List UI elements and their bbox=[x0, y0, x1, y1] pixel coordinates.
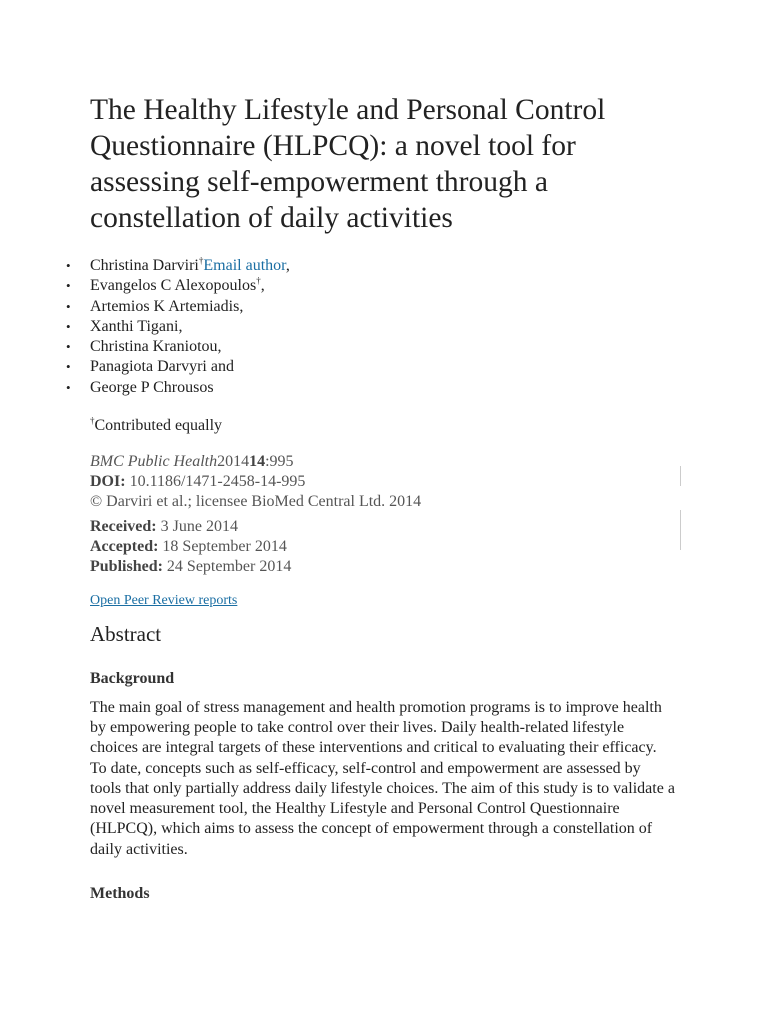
bullet-icon: • bbox=[66, 339, 71, 355]
doi-value[interactable]: 10.1186/1471-2458-14-995 bbox=[129, 473, 306, 491]
accepted-date: 18 September 2014 bbox=[162, 538, 287, 556]
received-label: Received: bbox=[90, 518, 157, 536]
contribution-text: Contributed equally bbox=[94, 417, 223, 435]
email-author-link[interactable]: Email author bbox=[203, 257, 286, 274]
accepted-line bbox=[90, 537, 690, 557]
author-item: • Christina Darviri†Email author, bbox=[90, 256, 690, 276]
bullet-icon: • bbox=[66, 318, 71, 334]
contrib-mark: † bbox=[90, 415, 95, 426]
bullet-icon: • bbox=[66, 298, 71, 314]
author-item bbox=[66, 297, 690, 317]
author-item bbox=[66, 357, 690, 377]
author-name: Xanthi Tigani, bbox=[90, 317, 183, 335]
year: 2014 bbox=[217, 453, 250, 471]
bullet-icon: • bbox=[66, 359, 71, 375]
author-name: Christina Darviri bbox=[90, 257, 199, 274]
contrib-mark: † bbox=[256, 275, 261, 286]
doi-line bbox=[90, 472, 690, 492]
published-label: Published: bbox=[90, 558, 163, 576]
article-page bbox=[66, 92, 690, 904]
doi-label: DOI: bbox=[90, 473, 126, 491]
right-divider bbox=[680, 510, 681, 550]
author-name: Panagiota Darvyri and bbox=[90, 358, 234, 376]
dates-block bbox=[90, 517, 690, 577]
author-item: • Evangelos C Alexopoulos†, bbox=[90, 276, 690, 296]
author-item bbox=[66, 337, 690, 357]
open-peer-review-link[interactable]: Open Peer Review reports bbox=[90, 593, 238, 609]
contribution-note bbox=[90, 416, 690, 436]
bullet-icon: • bbox=[66, 379, 71, 395]
bullet-icon: • bbox=[66, 258, 71, 273]
right-divider bbox=[680, 466, 681, 486]
received-line bbox=[90, 517, 690, 537]
author-name: George P Chrousos bbox=[90, 378, 214, 396]
contrib-mark: † bbox=[198, 255, 204, 266]
received-date: 3 June 2014 bbox=[160, 518, 238, 536]
author-list bbox=[66, 255, 690, 398]
published-line bbox=[90, 557, 690, 577]
author-item bbox=[66, 317, 690, 337]
article-number: :995 bbox=[265, 453, 294, 471]
author-item bbox=[66, 378, 690, 398]
author-name: Christina Kraniotou, bbox=[90, 338, 222, 356]
published-date: 24 September 2014 bbox=[166, 558, 292, 576]
background-paragraph: The main goal of stress management and health promotion programs is to improve health by empowering people to take control over their lives. Daily health-related lifestyle choices are integral targets of these interventions and critical to evaluating their efficacy. To date, concepts such as self-efficacy, self-control and empowerment are assessed by tools that only partially address daily lifestyle choices. The aim of this study is to validate a novel measurement tool, the Healthy Lifestyle and Personal Control Questionnaire (HLPCQ), which aims to assess the concept of empowerment through a constellation of daily activities. bbox=[90, 699, 675, 858]
author-name: Evangelos C Alexopoulos bbox=[90, 277, 257, 295]
citation-block bbox=[90, 452, 690, 512]
accepted-label: Accepted: bbox=[90, 538, 159, 556]
article-title: The Healthy Lifestyle and Personal Control Questionnaire (HLPCQ): a novel tool for assessing self-empowerment through a constellation of daily activities bbox=[90, 94, 606, 234]
background-heading: Background bbox=[90, 670, 175, 688]
author-name: Artemios K Artemiadis, bbox=[90, 297, 244, 315]
copyright-line: © Darviri et al.; licensee BioMed Central Ltd. 2014 bbox=[90, 493, 422, 511]
citation-line bbox=[90, 452, 690, 472]
peer-review bbox=[90, 592, 690, 610]
bullet-icon: • bbox=[66, 278, 71, 294]
journal-name: BMC Public Health bbox=[90, 453, 218, 471]
volume: 14 bbox=[249, 453, 266, 471]
abstract-heading: Abstract bbox=[90, 622, 162, 647]
methods-heading: Methods bbox=[90, 884, 150, 902]
